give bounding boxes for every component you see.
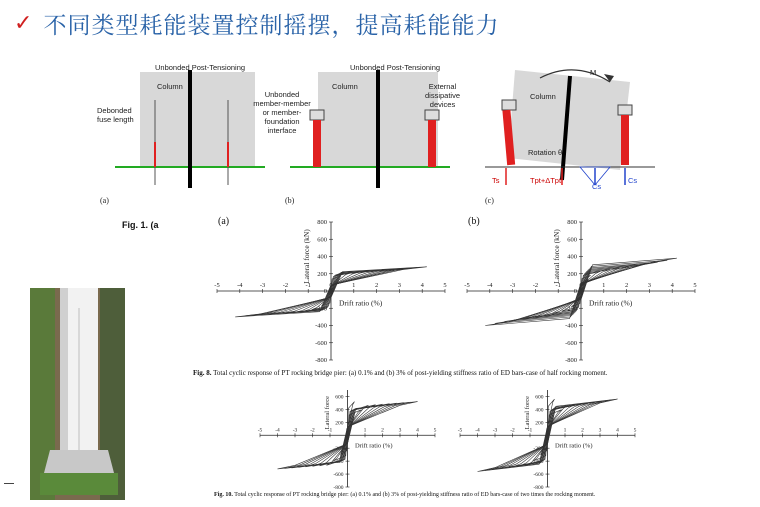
x-tick-label: 5: [633, 427, 637, 434]
y-tick-label: -600: [565, 339, 577, 347]
x-tick-label: 2: [624, 282, 629, 289]
x-axis-label: Drift ratio (%): [554, 442, 593, 450]
y-tick-label: -200: [315, 305, 327, 313]
x-tick-label: -2: [532, 282, 539, 289]
y-tick-label: -200: [333, 446, 344, 453]
y-tick-label: -800: [315, 357, 327, 364]
x-tick-label: 4: [420, 282, 424, 289]
x-tick-label: 0: [546, 427, 549, 434]
x-tick-label: 2: [581, 427, 584, 434]
checkmark-icon: ✓: [14, 10, 34, 36]
slide-marker: [4, 483, 14, 484]
force-label-tpt: Tpt+ΔTpt: [530, 176, 562, 185]
y-tick-label: -600: [533, 472, 544, 479]
fig1-caption: Fig. 1. (a: [122, 220, 159, 230]
y-axis-label: Lateral force: [523, 395, 531, 430]
x-axis-label: Drift ratio (%): [588, 298, 633, 308]
y-tick-label: 400: [317, 253, 327, 261]
diagram-c: [480, 60, 660, 210]
diagram-b: [253, 60, 465, 210]
x-tick-label: -4: [237, 282, 243, 289]
sublabel-b: (b): [285, 196, 295, 205]
fig10-chart-a: [245, 382, 445, 492]
fig10-chart-b: [445, 382, 645, 492]
x-tick-label: -5: [464, 282, 470, 289]
x-tick-label: 3: [647, 282, 652, 289]
y-tick-label: 200: [567, 270, 577, 278]
x-tick-label: -1: [327, 427, 333, 434]
interface-label: Unbonded member-member or member-foundation interface: [253, 90, 311, 135]
x-tick-label: -1: [527, 427, 533, 434]
sublabel-a: (a): [100, 196, 109, 205]
y-tick-label: 600: [567, 236, 577, 244]
y-tick-label: -400: [533, 459, 544, 466]
fig8-chart-b: [455, 210, 705, 370]
x-tick-label: -3: [292, 427, 298, 434]
y-tick-label: 400: [567, 253, 577, 261]
y-tick-label: -600: [333, 472, 344, 479]
fig8-caption: [193, 369, 608, 377]
moment-label: M: [590, 68, 597, 77]
y-tick-label: 800: [567, 219, 577, 226]
fig8-chart-a: [205, 210, 455, 370]
x-tick-label: -3: [509, 282, 516, 289]
fig10-caption: [214, 492, 595, 498]
x-tick-label: 4: [670, 282, 674, 289]
slide-title: [14, 6, 499, 40]
x-tick-label: 2: [381, 427, 384, 434]
x-tick-label: -5: [457, 427, 463, 434]
force-label-cs2: Cs: [628, 176, 638, 185]
diagram-a: [95, 60, 280, 210]
x-tick-label: 0: [346, 427, 349, 434]
x-tick-label: -3: [492, 427, 498, 434]
x-tick-label: -2: [310, 427, 315, 434]
x-tick-label: 2: [374, 282, 379, 289]
y-tick-label: -200: [565, 305, 577, 313]
x-tick-label: 5: [693, 282, 697, 289]
diagram-a-drawing: [95, 60, 280, 210]
force-label-cs1: Cs: [592, 182, 602, 191]
x-tick-label: 1: [352, 282, 356, 289]
sublabel-c: (c): [485, 196, 494, 205]
column-label-a: Column: [157, 82, 183, 91]
y-axis-label: Lateral force: [323, 395, 331, 430]
y-axis-label: Lateral force (kN): [551, 229, 561, 284]
x-tick-label: 1: [602, 282, 606, 289]
y-tick-label: 0: [323, 288, 327, 295]
x-tick-label: -3: [259, 282, 266, 289]
y-axis-label: Lateral force (kN): [301, 229, 311, 284]
pt-label-b: Unbonded Post-Tensioning: [350, 63, 441, 72]
devices-label: External dissipative devices: [424, 82, 461, 109]
y-tick-label: -400: [333, 459, 344, 466]
fig8-panel-a-label: (a): [218, 216, 230, 227]
y-tick-label: 400: [335, 407, 344, 414]
y-tick-label: 200: [535, 420, 544, 427]
column-label-c: Column: [530, 92, 556, 101]
fig8-panel-b-label: (b): [468, 216, 480, 227]
x-tick-label: -4: [275, 427, 280, 434]
x-tick-label: -5: [257, 427, 263, 434]
x-axis-label: Drift ratio (%): [338, 298, 383, 308]
y-tick-label: 400: [535, 407, 544, 414]
pt-label-a: Unbonded Post-Tensioning: [155, 63, 246, 72]
fig8-caption-bold: Fig. 8.: [193, 369, 212, 377]
x-tick-label: -1: [555, 282, 561, 289]
y-tick-label: -200: [533, 446, 544, 453]
specimen-photo: [30, 288, 125, 500]
x-tick-label: 3: [598, 427, 602, 434]
x-tick-label: -5: [214, 282, 220, 289]
y-tick-label: -400: [565, 322, 577, 330]
fig10-caption-text: Total cyclic response of PT rocking bridge pier: (a) 0.1% and (b) 3% of post-yielding stiffness ratio of ED bars-case of two times the rocking moment.: [234, 492, 596, 498]
diagram-c-drawing: [480, 60, 660, 210]
y-tick-label: -400: [315, 322, 327, 330]
slide-title-text: 不同类型耗能装置控制摇摆，提高耗能能力: [43, 12, 500, 39]
y-tick-label: 600: [317, 236, 327, 244]
y-tick-label: -800: [533, 485, 544, 491]
x-tick-label: 0: [329, 282, 333, 289]
x-tick-label: 4: [616, 427, 619, 434]
y-tick-label: 200: [317, 270, 327, 278]
y-tick-label: -800: [565, 357, 577, 364]
y-tick-label: 0: [573, 288, 577, 295]
x-tick-label: -1: [305, 282, 311, 289]
specimen-photo-drawing: [30, 288, 125, 500]
y-tick-label: -600: [315, 339, 327, 347]
y-tick-label: 600: [335, 394, 344, 401]
force-label-ts: Ts: [492, 176, 500, 185]
rotation-label: Rotation θ: [528, 148, 563, 157]
column-label-b: Column: [332, 82, 358, 91]
fig8-caption-text: Total cyclic response of PT rocking bridge pier: (a) 0.1% and (b) 3% of post-yielding stiffness ratio of ED bars-case of half rocking moment.: [213, 369, 608, 377]
x-tick-label: 5: [443, 282, 447, 289]
x-axis-label: Drift ratio (%): [354, 442, 393, 450]
y-tick-label: -800: [333, 485, 344, 491]
fig10-caption-bold: Fig. 10.: [214, 492, 233, 498]
y-tick-label: 800: [317, 219, 327, 226]
x-tick-label: 1: [363, 427, 367, 434]
x-tick-label: -4: [475, 427, 480, 434]
x-tick-label: 0: [579, 282, 583, 289]
x-tick-label: 3: [398, 427, 402, 434]
x-tick-label: 4: [416, 427, 419, 434]
fuse-label: Debonded fuse length: [97, 106, 134, 124]
x-tick-label: 3: [397, 282, 402, 289]
x-tick-label: 1: [563, 427, 567, 434]
y-tick-label: 600: [535, 394, 544, 401]
x-tick-label: 5: [433, 427, 437, 434]
x-tick-label: -2: [510, 427, 515, 434]
x-tick-label: -4: [487, 282, 493, 289]
x-tick-label: -2: [282, 282, 289, 289]
y-tick-label: 200: [335, 420, 344, 427]
